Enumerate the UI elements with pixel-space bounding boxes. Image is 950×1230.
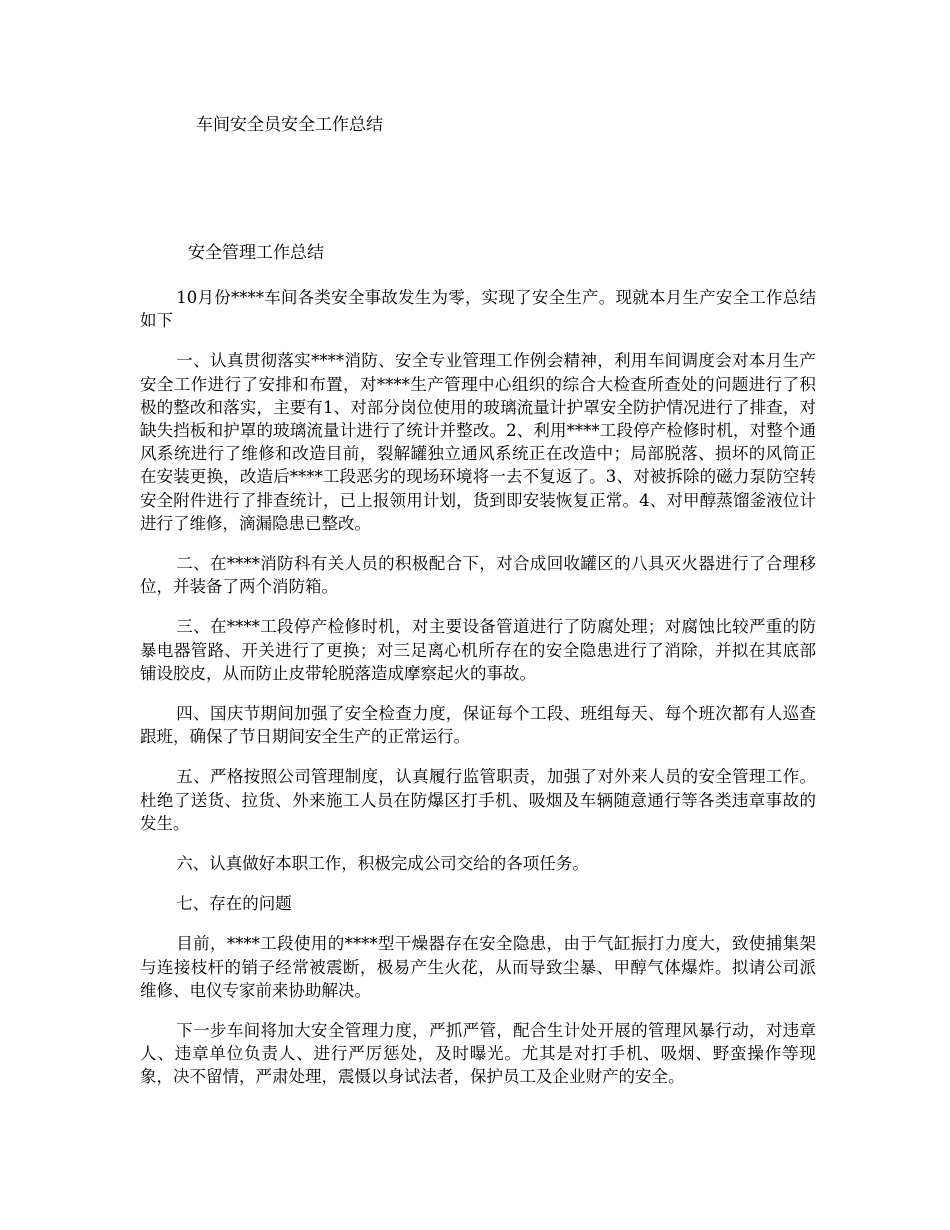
paragraph-next-steps: 下一步车间将加大安全管理力度，严抓严管，配合生计处开展的管理风暴行动，对违章人、违章单位负责人、进行严厉惩处，及时曝光。尤其是对打手机、吸烟、野蛮操作等现象，决不留情，严肃处理，震慑以身试法者，保护员工及企业财产的安全。 (140, 1021, 816, 1087)
paragraph-item-2: 二、在****消防科有关人员的积极配合下，对合成回收罐区的八具灭火器进行了合理移位，并装备了两个消防箱。 (140, 554, 816, 597)
paragraph-problem: 目前，****工段使用的****型干燥器存在安全隐患，由于气缸振打力度大，致使捕集架与连接枝杆的销子经常被震断，极易产生火花，从而导致尘暴、甲醇气体爆炸。拟请公司派维修、电仪专家前来协助解决。 (140, 934, 816, 1000)
document-title: 车间安全员安全工作总结 (196, 115, 383, 135)
paragraph-item-3: 三、在****工段停产检修时机，对主要设备管道进行了防腐处理；对腐蚀比较严重的防暴电器管路、开关进行了更换；对三足离心机所存在的安全隐患进行了消除，并拟在其底部铺设胶皮，从而防止皮带轮脱落造成摩察起火的事故。 (140, 617, 816, 683)
section-title: 安全管理工作总结 (188, 243, 324, 263)
paragraph-intro: 10月份****车间各类安全事故发生为零，实现了安全生产。现就本月生产安全工作总结如下 (140, 288, 816, 331)
paragraph-item-6: 六、认真做好本职工作，积极完成公司交给的各项任务。 (176, 854, 589, 874)
paragraph-item-5: 五、严格按照公司管理制度，认真履行监管职责，加强了对外来人员的安全管理工作。杜绝了送货、拉货、外来施工人员在防爆区打手机、吸烟及车辆随意通行等各类违章事故的发生。 (140, 767, 816, 833)
document-body (140, 286, 816, 1106)
paragraph-item-1: 一、认真贯彻落实****消防、安全专业管理工作例会精神，利用车间调度会对本月生产安全工作进行了安排和布置，对****生产管理中心组织的综合大检查所查处的问题进行了积极的整改和落实，主要有1、对部分岗位使用的玻璃流量计护罩安全防护情况进行了排查，对缺失挡板和护罩的玻璃流量计进行了统计并整改。2、利用****工段停产检修时机，对整个通风系统进行了维修和改造目前，裂解罐独立通风系统正在改造中；局部脱落、损坏的风筒正在安装更换，改造后****工段恶劣的现场环境将一去不复返了。3、对被拆除的磁力泵防空转安全附件进行了排查统计，已上报领用计划，货到即安装恢复正常。4、对甲醇蒸馏釜液位计进行了维修，滴漏隐患已整改。 (140, 351, 816, 533)
paragraph-item-7-heading: 七、存在的问题 (176, 894, 292, 914)
paragraph-item-4: 四、国庆节期间加强了安全检查力度，保证每个工段、班组每天、每个班次都有人巡查跟班，确保了节日期间安全生产的正常运行。 (140, 704, 816, 747)
